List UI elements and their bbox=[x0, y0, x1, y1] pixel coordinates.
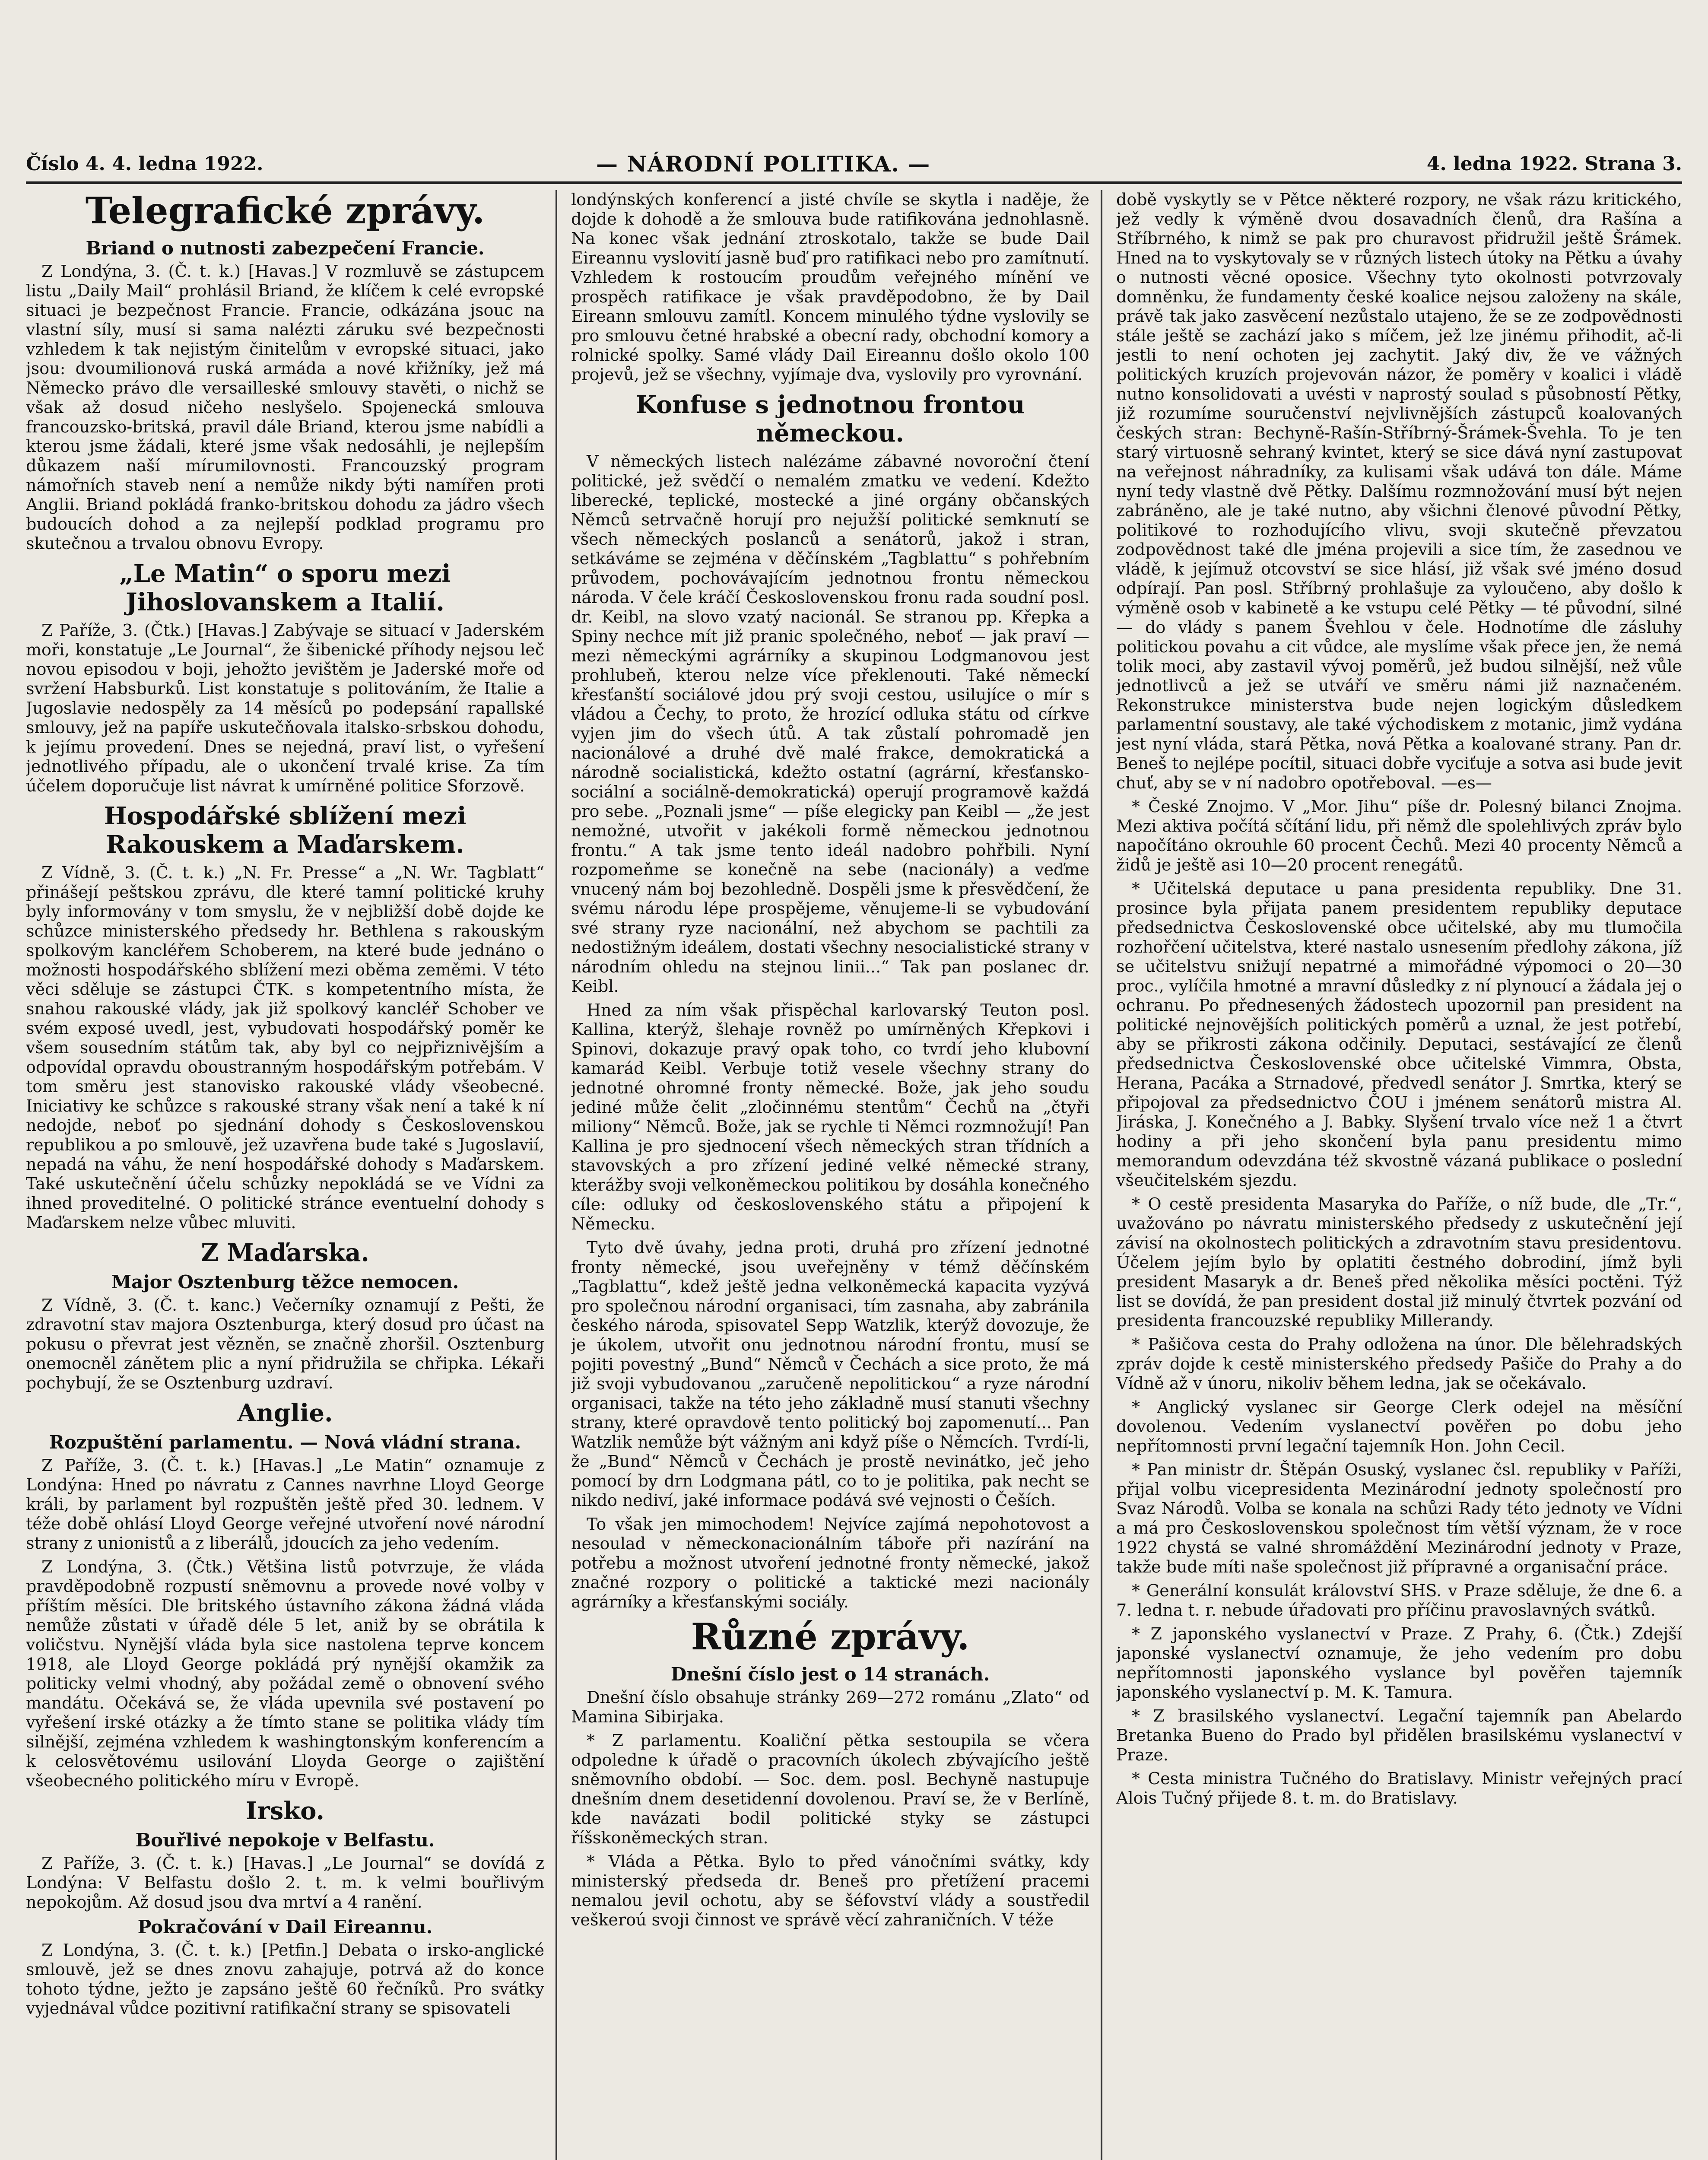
header-page-number: 4. ledna 1922. Strana 3. bbox=[1426, 153, 1682, 175]
headline-le-matin: „Le Matin“ o sporu mezi Jihoslovanskem a Italií. bbox=[119, 559, 451, 616]
article-tucny-bratislava: * Cesta ministra Tučného do Bratislavy. Ministr veřejných prací Alois Tučný přijede 8. t. m. do Bratislavy. bbox=[1116, 1769, 1682, 1807]
header-issue-date: Číslo 4. 4. ledna 1922. bbox=[26, 153, 264, 175]
headline-german-front: Konfuse s jednotnou frontou německou. bbox=[635, 391, 1025, 448]
article-parliament: * Z parlamentu. Koaliční pětka sestoupila se včera odpoledne k úřadě o pracovních úkolech zbývajícího ještě sněmovního období. — Soc. dem. posl. Bechyně nastupuje dnešním dnem desetidenní dovolenou. Praví se, že v Berlíně, kde navázati bodil politické styky se zástupci říšskoněmeckých stran. bbox=[571, 1731, 1089, 1847]
article-dail-eireann: Z Londýna, 3. (Č. t. k.) [Petfin.] Debata o irsko-anglické smlouvě, jež se dnes znovu zahajuje, potrvá až do konce tohoto týdne, ježto je zapsáno ještě 60 řečníků. Pro svátky vyjednával vůdce pozitivní ratifikační strany se spisovateli bbox=[26, 1941, 544, 2018]
article-government-petka: * Vláda a Pětka. Bylo to před vánočními svátky, kdy ministerský předseda dr. Beneš pro přetížení pracemi nemalou jevil ochotu, aby se šéfovství vlády a soustředil veškeroú svoji činnost ve správě věcí zahraničních. V téže bbox=[571, 1852, 1089, 1929]
article-government-continued: době vyskytly se v Pětce některé rozpory, ne však rázu kritického, jež vedly k výměně dvou dosavadních členů, dra Rašína a Stříbrného, k nimž se pak pro churavost přidružil ještě Šrámek. Hned na to vyskytovaly se v různých listech útoky na Pětku a úvahy o nutnosti věcné oposice. Všechny tyto okolnosti potvrzovaly domněnku, že fundamenty české koalice nejsou založeny na skále, právě tak jako zasvěcení nezůstalo utajeno, že se ze zodpovědnosti stále ještě se zachází jako s míčem, jež lze jinému přihodit, ač-li jestli to není ochoten jej zachytit. Jaký div, že ve vážných politických kruzích projevován názor, že poměry v koalici i vládě nutno konsolidovati a uvésti v naprostý soulad s působností Pětky, již rozumíme souručenství nejvlivnějších zástupců koalovaných českých stran: Bechyně-Rašín-Stříbrný-Šrámek-Švehla. To je ten starý virtuosně sehraný kvintet, který se sice dává nyní zastupovat na veřejnost náhradníky, za kulisami však udává ton dále. Máme nyní tedy vlastně dvě Pětky. Dalšímu rozmnožování musí být nejen zabráněno, ale je také nutno, aby všichni členové původní Pětky, politikové to rozhodujícího vlivu, svoji skutečně převzatou zodpovědnost také dle jména projevili a sice tím, že zasednou ve vládě, k jejímuž otcovství se sice hlásí, již však své jméno dosud odpírají. Pan posl. Stříbrný prohlašuje za vyloučeno, aby došlo k výměně osob v kabinetě a ke vstupu celé Pětky — té původní, silné — do vlády s panem Švehlou v čele. Hodnotíme dle zásluhy politickou povahu a cit vůdce, ale myslíme však přece jen, že nemá tolik moci, aby zastavil vývoj poměrů, jež budou silnější, než vůle jednotlivců a jež se utváří ve směru námi již naznačeném. Rekonstrukce ministerstva bude nejen logickým důsledkem parlamentní soustavy, ale také východiskem z motanic, jimž vydána jest nyní vláda, stará Pětka, nová Pětka a koalované strany. Pan dr. Beneš to nejlépe pocítil, situaci dobře vyciťuje a sotva asi bude jevit chuť, aby se v ní nadobro opotřeboval. —es— bbox=[1116, 190, 1682, 792]
article-masaryk-paris: * O cestě presidenta Masaryka do Paříže, o níž bude, dle „Tr.“, uvažováno po návratu ministerského předsedy z uskutečnění její závisí na okolnostech politických a zdravotním stavu presidentovu. Účelem jejím bylo by oplatiti čestného dobrodiní, jímž byli president Masaryk a dr. Beneš před několika měsíci poctěni. Týž list se dovídá, že pan president dostal již minulý čtvrtek pozvání od presidenta francouzské republiky Millerandy. bbox=[1116, 1194, 1682, 1330]
subheadline-belfast: Bouřlivé nepokoje v Belfastu. bbox=[135, 1830, 435, 1851]
column-divider-2 bbox=[1101, 190, 1102, 2160]
header-masthead: — NÁRODNÍ POLITIKA. — bbox=[596, 151, 931, 177]
article-shs-consulate: * Generální konsulát království SHS. v Praze sděluje, že dne 6. a 7. ledna t. r. nebude úřadovati pro příčinu pravoslavných svátků. bbox=[1116, 1581, 1682, 1620]
section-title-telegraphic: Telegrafické zprávy. bbox=[85, 190, 485, 232]
article-german-front-4: To však jen mimochodem! Nejvíce zajímá nepohotovost a nesoulad v německonacionálním táboře při nazírání na potřebu a možnost utvoření jednotné fronty německé, jakož značné rozpory o politické a taktické mezi nacionály agrárníky a křesťanskými sociály. bbox=[571, 1515, 1089, 1611]
article-teachers-deputation: * Učitelská deputace u pana presidenta republiky. Dne 31. prosince byla přijata panem presidentem republiky deputace předsednictva Československé obce učitelské, aby mu tlumočila rozhořčení učitelstva, které nastalo usnesením předlohy zákona, jíž se učitelstvu snižují nepatrné a mimořádné výpomoci o 20—30 proc., vylíčila hmotné a mravní důsledky z ní plynoucí a žádala jej o ochranu. Po přednesených žádostech upozornil pan president na politické nejnovějších politických poměrů a uznal, že jest potřebí, aby se přikrosti zákona odčinily. Deputaci, sestávající ze členů předsednictva Československé obce učitelské Vimmra, Obsta, Herana, Pacáka a Strnadové, předvedl senátor J. Smrtka, který se připojoval za předsednictvo ČOU i jménem senátorů mistra Al. Jiráska, J. Konečného a J. Babky. Slyšení trvalo více než 1 a čtvrt hodiny a při jeho skončení byla panu presidentu mimo memorandum odevzdána též skvostně vázaná publikace o poslední všeučitelském sjezdu. bbox=[1116, 879, 1682, 1190]
article-osusky: * Pan ministr dr. Štěpán Osuský, vyslanec čsl. republiky v Paříži, přijal volbu vicepresidenta Mezinárodní jednoty společností pro Svaz Národů. Volba se konala na schůzi Rady této jednoty ve Vídni a má pro Československou společnost tím větší význam, že v roce 1922 chystá se valné shromáždění Mezinárodní jednoty v Praze, takže bude míti naše společnost již přípravné a organisační práce. bbox=[1116, 1460, 1682, 1576]
article-brazilian-legation: * Z brasilského vyslanectví. Legační tajemník pan Abelardo Bretanka Bueno do Prado byl přidělen brasilskému vyslanectví v Praze. bbox=[1116, 1706, 1682, 1764]
subheadline-osztenburg: Major Osztenburg těžce nemocen. bbox=[111, 1271, 459, 1293]
newspaper-page bbox=[26, 151, 1682, 2160]
column-1 bbox=[26, 190, 544, 2160]
article-osztenburg: Z Vídně, 3. (Č. t. kanc.) Večerníky oznamují z Pešti, že zdravotní stav majora Osztenburga, který dosud pro účast na pokusu o převrat jest vězněn, se značně zhoršil. Osztenburg onemocněl zánětem plic a nyní přidružila se chřipka. Lékaři pochybují, že se Osztenburg uzdraví. bbox=[26, 1296, 544, 1392]
article-belfast: Z Paříže, 3. (Č. t. k.) [Havas.] „Le Journal“ se dovídá z Londýna: V Belfastu došlo 2. t. m. k velmi bouřlivým nepokojům. Až dosud jsou dva mrtví a 4 ranění. bbox=[26, 1854, 544, 1912]
headline-ireland: Irsko. bbox=[246, 1797, 324, 1825]
headline-england: Anglie. bbox=[237, 1399, 333, 1427]
article-pasic-visit: * Pašičova cesta do Prahy odložena na únor. Dle bělehradských zpráv dojde k cestě ministerského předsedy Pašiče do Prahy a do Vídně až v únoru, nikoliv během ledna, jak se očekávalo. bbox=[1116, 1335, 1682, 1393]
article-german-front-1: V německých listech nalézáme zábavné novoroční čtení politické, jež svědčí o nemalém zmatku ve vedení. Kdežto liberecké, teplické, mostecké a jiné orgány občanských Němců setrvačně horují pro nejužší politické semknutí se všech německých poslanců a senátorů, jakož i stran, setkáváme se zejména v děčínském „Tagblattu“ s pohřebním průvodem, pochovávajícím jednotnou frontu německou národa. V čele kráčí Československou fronu rada soudní posl. dr. Keibl, na slovo vzatý nacionál. Se stranou pp. Křepka a Spiny nechce mít již pranic společného, neboť — jak praví — mezi německými agrárníky a skupinou Lodgmanovou jest prohlubeň, kterou nelze více překlenouti. Také německí křesťanští sociálové jdou prý svoji cestou, usilujíce o mír s vládou a Čechy, to proto, že hrozící odluka státu od církve vyjen jim do všech útů. A tak zůstalí pohromadě jen nacionálové a druhé dvě malé frakce, demokratická a národně socialistická, kdežto ostatní (agrární, křesťansko-sociální a sociálně-demokratická) operují programově každá pro sebe. „Poznali jsme“ — píše elegicky pan Keibl — „že jest nemožné, utvořit v jakékoli formě německou jednotnou frontu.“ A tak jsme tento ideál nadobro pohřbili. Nyní rozpomeňme se konečně na sebe (nacionály) a veďme vnucený nám boj bezohledně. Dospěli jsme k přesvědčení, že svému národu lépe prospějeme, věnujeme-li se vybudování své strany ryze nacionální, než abychom se pachtili za nedostižným ideálem, dostati všechny nesocialistické strany v národním ohledu na stejnou linii...“ Tak pan poslanec dr. Keibl. bbox=[571, 452, 1089, 996]
article-england-2: Z Londýna, 3. (Čtk.) Většina listů potvrzuje, že vláda pravděpodobně rozpustí sněmovnu a provede nové volby v příštím měsíci. Dle britského ústavního zákona žádná vláda nemůže zůstati v úřadě déle 5 let, aniž by se obrátila k voličstvu. Nynější vláda byla sice nastolena teprve koncem 1918, ale Lloyd George pokládá prý nynější okamžik za politicky velmi vhodný, aby požádal země o obnovení svého mandátu. Očekává se, že vláda upevnila své postavení po vyřešení irské otázky a že tímto stane se politika vlády tím silnější, zejména vzhledem k washingtonským konferencím a k celosvětovému usilování Lloyda George o zajištění všeobecného politického míru v Evropě. bbox=[26, 1557, 544, 1790]
headline-hungary: Z Maďarska. bbox=[201, 1239, 369, 1267]
section-title-various: Různé zprávy. bbox=[691, 1615, 970, 1658]
column-3 bbox=[1116, 190, 1682, 2160]
article-dail-continued: londýnských konferencí a jisté chvíle se skytla i naděje, že dojde k dohodě a že smlouva bude ratifikována jednohlasně. Na konec však jednání ztroskotalo, takže se bude Dail Eireannu vyslovití jasně buď pro ratifikaci nebo pro zamítnutí. Vzhledem k rostoucím proudům veřejného mínění ve prospěch ratifikace je však pravděpodobno, že by Dail Eireann smlouvu zamítl. Koncem minulého týdne vyslovily se pro smlouvu četné hrabské a obecní rady, obchodní komory a rolnické spolky. Samé vlády Dail Eireannu došlo okolo 100 projevů, jež se všechny, vyjímaje dva, vyslovily pro vyrovnání. bbox=[571, 190, 1089, 384]
subheadline-parliament-dissolution: Rozpuštění parlamentu. — Nová vládní strana. bbox=[49, 1432, 521, 1453]
column-2 bbox=[571, 190, 1089, 2160]
subheadline-dail-eireann: Pokračování v Dail Eireannu. bbox=[137, 1916, 433, 1938]
headline-briand: Briand o nutnosti zabezpečení Francie. bbox=[86, 238, 485, 259]
running-header bbox=[26, 151, 1682, 177]
notice-novel: Dnešní číslo obsahuje stránky 269—272 románu „Zlato“ od Mamina Sibirjaka. bbox=[571, 1688, 1089, 1726]
article-george-clerk: * Anglický vyslanec sir George Clerk odejel na měsíční dovolenou. Vedením vyslanectví pověřen po dobu jeho nepřítomnosti první legační tajemník Hon. John Cecil. bbox=[1116, 1398, 1682, 1455]
article-german-front-3: Tyto dvě úvahy, jedna proti, druhá pro zřízení jednotné fronty německé, jsou uveřejněny v témž děčínském „Tagblattu“, kdež ještě jedna velkoněmecká kapacita vyzývá pro společnou národní organisaci, tím zasnaha, aby zabránila českého národa, spisovatel Sepp Watzlik, kterýž dovozuje, že je úkolem, utvořit onu jednotnou národní frontu, musí se pojiti povestný „Bund“ Němců v Čechách a sice proto, že má již svoji vybudovanou „zaručeně nepolitickou“ a ryze národní organisaci, takže na této jeho základně musí stanuti všechny strany, které opravdově tento politický boj zapomenutí... Pan Watzlik nemůže být vážným ani když píše o Němcích. Tvrdí-li, že „Bund“ Němců v Čechách je prostě nevinátko, ječ jeho pomocí by drn Lodgmana pátl, co to je politika, pak necht se nikdo nediví, jaké informace podává své vejnosti o Češích. bbox=[571, 1238, 1089, 1510]
article-german-front-2: Hned za ním však přispěchal karlovarský Teuton posl. Kallina, kterýž, šlehaje rovněž po umírněných Křepkovi i Spinovi, dokazuje pravý opak toho, co tvrdí jeho klubovní kamarád Keibl. Verbuje totiž vesele všechny strany do jednotné ohromné fronty německé. Bože, jak jeho soudu jediné může čelit „zločinnému stentům“ Čechů na „čtyři miliony“ Němců. Bože, jak se rychle ti Němci rozmnožují! Pan Kallina je pro sjednocení všech německých stran třídních a stavovských a pro zřízení jediné velké německé strany, kterážby svoji velkoněmeckou politikou by dosáhla konečného cíle: odluky od československého státu a připojení k Německu. bbox=[571, 1001, 1089, 1233]
article-economic-rapprochement: Z Vídně, 3. (Č. t. k.) „N. Fr. Presse“ a „N. Wr. Tagblatt“ přinášejí peštskou zprávu, dle které tamní politické kruhy byly informovány v tom smyslu, že v nejbližší době dojde ke schůzce ministerského předsedy hr. Bethlena s rakouským spolkovým kancléřem Schoberem, na které bude jednáno o možnosti hospodářského sblížení mezi oběma zeměmi. V této věci sděluje se zástupci ČTK. s kompetentního místa, že snahou rakouské vlády, jak již spolkový kancléř Schober ve svém exposé uvedl, jest, vybudovati hospodářský poměr ke všem sousedním státům tak, aby byl co nejpřiznivějším a odpovídal opravdu oboustranným hospodářským potřebám. V tom směru jest stanovisko rakouské vlády všeobecné. Iniciativy ke schůzce s rakouské strany však není a také k ní nedojde, neboť po sjednání dohody s Československou republikou a po smlouvě, jež uzavřena bude také s Jugoslavií, nepadá na váhu, že není hospodářské dohody s Maďarskem. Také uskutečnění účelu schůzky nepokládá se ve Vídni za ihned proveditelné. O politické stránce eventuelní dohody s Maďarskem nelze vůbec mluviti. bbox=[26, 863, 544, 1232]
article-japanese-legation: * Z japonského vyslanectví v Praze. Z Prahy, 6. (Čtk.) Zdejší japonské vyslanectví oznamuje, že jeho vedením pro dobu nepřítomnosti japonského vyslance byl pověřen tajemník japonského vyslanectví p. M. K. Tamura. bbox=[1116, 1624, 1682, 1702]
article-england-1: Z Paříže, 3. (Č. t. k.) [Havas.] „Le Matin“ oznamuje z Londýna: Hned po návratu z Cannes navrhne Lloyd George králi, by parlament byl rozpuštěn ještě před 30. lednem. V téže době ohlásí Lloyd George veřejné utvoření nové národní strany z unionistů a z liberálů, jdoucích za jeho vedením. bbox=[26, 1456, 544, 1553]
article-le-matin: Z Paříže, 3. (Čtk.) [Havas.] Zabývaje se situací v Jaderském moři, konstatuje „Le Journal“, že šibenické příhody nejsou leč novou episodou v boji, jehožto jevištěm je Jaderské moře od svržení Habsburků. List konstatuje s politováním, že Italie a Jugoslavie nedospěly za 14 měsíců po podepsání rapallské smlouvy, jež na papíře uskutečňovala italsko-srbskou dohodu, k jejímu provedení. Dnes se nejedná, praví list, o vyřešení jednotlivého případu, ale o ukončení trvalé krise. Za tím účelem doporučuje list návrat k umírněné politice Sforzově. bbox=[26, 621, 544, 795]
article-znojmo: * České Znojmo. V „Mor. Jihu“ píše dr. Polesný bilanci Znojma. Mezi aktiva počítá sčítání lidu, při němž dle spolehlivých zpráv bylo napočítáno okrouhle 60 procent Čechů. Mezi 40 procenty Němců a židů je ještě asi 10—20 procent renegátů. bbox=[1116, 797, 1682, 874]
headline-economic-rapprochement: Hospodářské sblížení mezi Rakouskem a Maďarskem. bbox=[104, 802, 467, 859]
header-rule bbox=[26, 181, 1682, 184]
subheadline-issue-pages: Dnešní číslo jest o 14 stranách. bbox=[670, 1664, 990, 1685]
column-divider-1 bbox=[556, 190, 557, 2160]
article-briand: Z Londýna, 3. (Č. t. k.) [Havas.] V rozmluvě se zástupcem listu „Daily Mail“ prohlásil Briand, že klíčem k celé evropské situaci je bezpečnost Francie. Francie, odkázána jsouc na vlastní síly, musí si sama nalézti záruku své bezpečnosti vzhledem k tak nejistým činitelům v evropské situaci, jako jsou: dvoumilionová ruská armáda a nové křižníky, jež má Německo právo dle versailleské smlouvy stavěti, o nichž se však až dosud ničeho neslyšelo. Spojenecká smlouva francouzsko-britská, pravil dále Briand, kterou jsme nabídli a kterou jsme žádali, které jsme však nedosáhli, je nejlepším důkazem naší mírumilovnosti. Francouzský program námořních staveb není a nemůže nikdy býti namířen proti Anglii. Briand pokládá franko-britskou dohodu za jádro všech budoucích dohod a za nejlepší podklad programu pro skutečnou a trvalou obnovu Evropy. bbox=[26, 262, 544, 553]
